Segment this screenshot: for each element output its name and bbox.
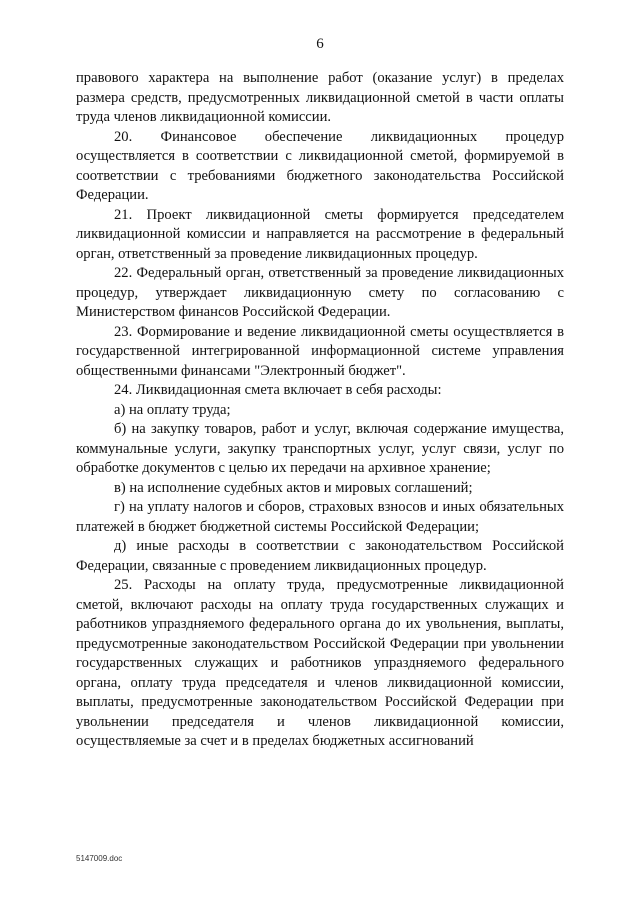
paragraph-item-v: в) на исполнение судебных актов и мировых соглашений; (114, 479, 473, 496)
paragraph-item-d: д) иные расходы в соответствии с законодательством Российской Федерации, связанные с проведением ликвидационных процедур. (76, 538, 564, 574)
footer-document-code: 5147009.doc (76, 854, 123, 863)
page-number: 6 (316, 36, 324, 52)
paragraph-continuation: правового характера на выполнение работ (оказание услуг) в пределах размера средств, предусмотренных ликвидационной сметой в части оплаты труда членов ликвидационной комиссии. (76, 70, 564, 125)
paragraph-item-a: а) на оплату труда; (114, 401, 231, 418)
paragraph-clause-23: 23. Формирование и ведение ликвидационной сметы осуществляется в государственной интегрированной информационной системе управления общественными финансами "Электронный бюджет". (76, 323, 564, 379)
paragraph-clause-20: 20. Финансовое обеспечение ликвидационных процедур осуществляется в соответствии с ликвидационной сметой, формируемой в соответствии с требованиями бюджетного законодательства Российской Федерации. (76, 128, 564, 203)
paragraph-item-b: б) на закупку товаров, работ и услуг, включая содержание имущества, коммунальные услуги, закупку транспортных услуг, услуг связи, услуг по обработке документов с целью их передачи на архивное хранение; (76, 421, 564, 476)
paragraph-item-g: г) на уплату налогов и сборов, страховых взносов и иных обязательных платежей в бюджет бюджетной системы Российской Федерации; (76, 499, 564, 535)
paragraph-clause-24: 24. Ликвидационная смета включает в себя расходы: (114, 382, 442, 398)
paragraph-clause-25: 25. Расходы на оплату труда, предусмотренные ликвидационной сметой, включают расходы на оплату труда государственных служащих и работников упраздняемого федерального органа до их увольнения, выплаты, предусмотренные законодательством Российской Федерации при увольнении государственных служащих и работников упраздняемого федерального органа, оплату труда председателя и членов ликвидационной комиссии, выплаты, предусмотренные законодательством Российской Федерации при увольнении председателя и членов ликвидационной комиссии, осуществляемые за счет и в пределах бюджетных ассигнований (76, 577, 564, 749)
paragraph-clause-21: 21. Проект ликвидационной сметы формируется председателем ликвидационной комиссии и направляется на рассмотрение в федеральный орган, ответственный за проведение ликвидационных процедур. (76, 206, 564, 262)
document-body (76, 69, 564, 752)
paragraph-clause-22: 22. Федеральный орган, ответственный за проведение ликвидационных процедур, утверждает ликвидационную смету по согласованию с Министерством финансов Российской Федерации. (76, 265, 564, 320)
